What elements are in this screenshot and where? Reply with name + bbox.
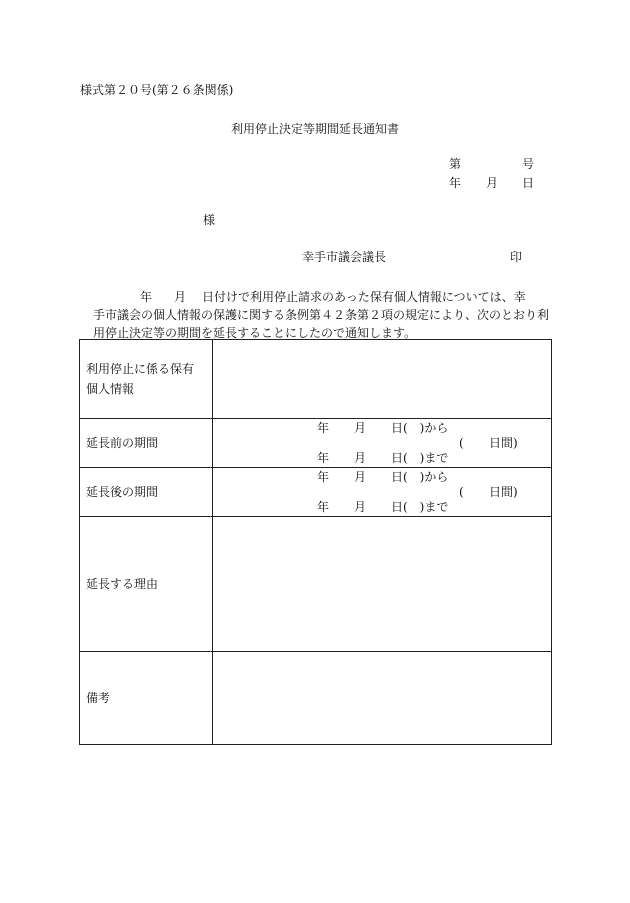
doc-date-day: 日 (522, 176, 535, 190)
period-year: 年 (317, 451, 330, 465)
doc-number-suffix: 号 (522, 157, 535, 171)
period-days: 日間) (489, 436, 518, 450)
period-month: 月 (354, 421, 367, 435)
period-month: 月 (354, 451, 367, 465)
period-month: 月 (354, 500, 367, 514)
doc-date-year: 年 (449, 176, 462, 190)
table-row (80, 517, 552, 652)
form-number: 様式第２０号(第２６条関係) (80, 83, 234, 97)
notice-line-1-text: 日付けで利用停止請求のあった保有個人情報については、幸 (202, 290, 526, 304)
extension-table (79, 339, 552, 745)
notice-month: 月 (174, 290, 187, 304)
remarks-label: 備考 (80, 652, 213, 745)
period-days: 日間) (489, 485, 518, 499)
period-year: 年 (317, 470, 330, 484)
remarks-cell[interactable] (213, 652, 552, 745)
period-from: 日( )から (391, 470, 449, 484)
after-period-cell[interactable] (213, 468, 552, 517)
sender-name: 幸手市議会議長 (302, 250, 387, 264)
period-from: 日( )から (391, 421, 449, 435)
doc-number-prefix: 第 (449, 157, 462, 171)
reason-cell[interactable] (213, 517, 552, 652)
notice-year: 年 (140, 290, 153, 304)
period-paren: ( (459, 436, 464, 450)
personal-info-cell[interactable] (213, 340, 552, 419)
table-row (80, 419, 552, 468)
notice-body (93, 288, 553, 342)
before-period-cell[interactable] (213, 419, 552, 468)
seal-mark: 印 (510, 250, 523, 264)
notice-line-1 (93, 288, 553, 306)
personal-info-label-line-2: 個人情報 (86, 382, 135, 396)
recipient-honorific: 様 (203, 213, 216, 227)
period-year: 年 (317, 500, 330, 514)
period-to: 日( )まで (391, 500, 449, 514)
period-month: 月 (354, 470, 367, 484)
period-to: 日( )まで (391, 451, 449, 465)
period-year: 年 (317, 421, 330, 435)
doc-date-month: 月 (486, 176, 499, 190)
notice-line-2: 手市議会の個人情報の保護に関する条例第４２条第２項の規定により、次のとおり利 (93, 308, 550, 322)
document-title: 利用停止決定等期間延長通知書 (230, 122, 399, 136)
table-row (80, 340, 552, 419)
period-paren: ( (459, 485, 464, 499)
notice-line-3: 用停止決定等の期間を延長することにしたので通知します。 (93, 326, 417, 340)
table-row (80, 468, 552, 517)
personal-info-label (80, 340, 213, 419)
reason-label: 延長する理由 (80, 517, 213, 652)
personal-info-label-line-1: 利用停止に係る保有 (86, 362, 195, 376)
before-period-label: 延長前の期間 (80, 419, 213, 468)
table-row (80, 652, 552, 745)
after-period-label: 延長後の期間 (80, 468, 213, 517)
